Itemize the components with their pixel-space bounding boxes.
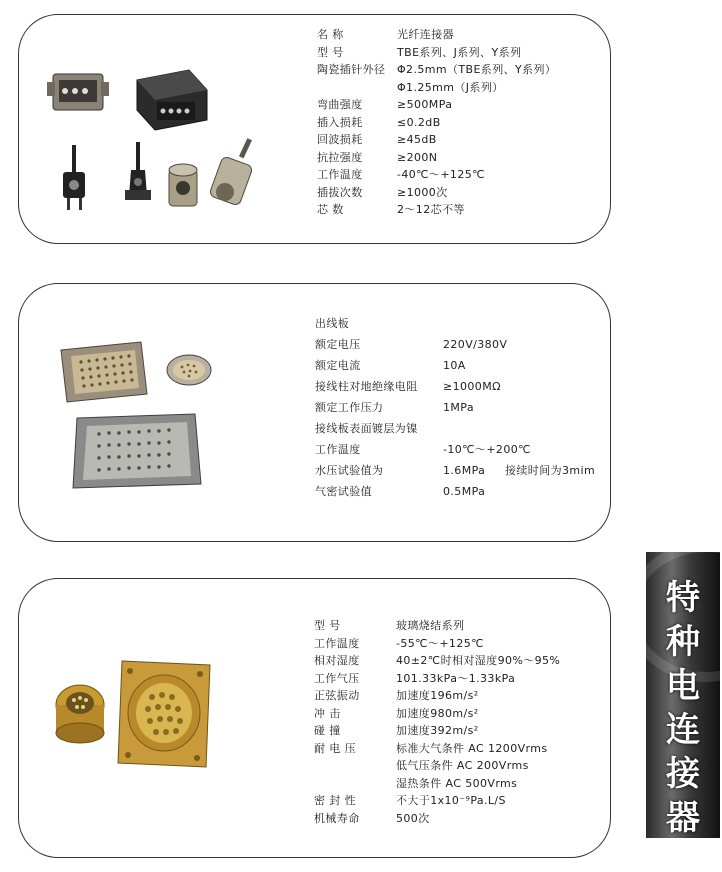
spec-label: 额定电压 [315, 338, 361, 351]
spec-value: -10℃～+200℃ [443, 443, 531, 456]
spec-label: 额定工作压力 [315, 401, 384, 414]
spec-value: ≥500MPa [397, 98, 453, 111]
product-card-fiber-connector [18, 14, 611, 244]
spec-value: Φ2.5mm（TBE系列、Y系列） [397, 63, 557, 76]
large-outlet-board-image [73, 414, 201, 488]
spec-value: 湿热条件 AC 500Vrms [396, 776, 518, 790]
spec-value: TBE系列、J系列、Y系列 [397, 45, 522, 59]
banner-char: 电 [666, 666, 700, 706]
fiber-connector-photos [39, 60, 269, 230]
spec-label: 工作温度 [317, 168, 363, 181]
spec-value: 0.5MPa [443, 485, 486, 498]
banner-char: 种 [666, 622, 700, 662]
round-outlet-disc-image [167, 355, 211, 385]
spec-value: 1.6MPa [443, 464, 486, 477]
spec-value: 加速度196m/s² [396, 689, 479, 702]
spec-label: 抗拉强度 [317, 150, 363, 164]
spec-label: 工作气压 [314, 671, 360, 685]
spec-value: ≥1000次 [397, 185, 448, 199]
spec-value: 2～12芯不等 [397, 203, 465, 216]
metal-round-connector-image [169, 164, 197, 206]
spec-label: 密 封 性 [314, 794, 356, 807]
gold-round-plug-image [56, 685, 104, 743]
spec-value: 40±2℃时相对湿度90%～95% [396, 654, 561, 667]
spec-value: Φ1.25mm（J系列） [397, 80, 504, 94]
banner-char: 特 [666, 578, 700, 618]
spec-value: -55℃～+125℃ [396, 636, 484, 650]
spec-label: 接线柱对地绝缘电阻 [315, 380, 418, 393]
rect-connector-image [47, 74, 109, 110]
banner-char: 器 [666, 798, 700, 838]
black-multipin-connector-image [137, 70, 207, 130]
spec-value: 加速度980m/s² [396, 706, 479, 720]
spec-label: 型 号 [314, 619, 341, 632]
spec-value: 光纤连接器 [397, 28, 454, 41]
spec-value: ≥45dB [397, 133, 437, 146]
product-card-outlet-board [18, 283, 611, 542]
spec-value: -40℃～+125℃ [397, 168, 485, 181]
spec-label: 冲 击 [314, 706, 341, 720]
spec-value: 加速度392m/s² [396, 724, 479, 737]
metal-round-connector-image [209, 138, 253, 206]
gold-square-flange-receptacle-image [118, 661, 210, 767]
spec-label: 出线板 [315, 317, 350, 330]
spec-label: 芯 数 [317, 203, 344, 216]
spec-label: 陶瓷插针外径 [317, 63, 386, 76]
spec-value: 500次 [396, 811, 430, 825]
spec-label: 弯曲强度 [317, 98, 363, 111]
spec-value: 不大于1x10⁻⁹Pa.L/S [396, 794, 506, 807]
spec-extra: 接续时间为3mim [505, 464, 596, 477]
spec-label: 正弦振动 [314, 689, 360, 702]
spec-label: 工作温度 [314, 636, 360, 650]
spec-label: 额定电流 [315, 359, 361, 372]
spec-label: 插入损耗 [317, 115, 363, 129]
special-connector-banner [646, 552, 720, 838]
spec-value: 101.33kPa～1.33kPa [396, 671, 516, 685]
spec-value: ≥200N [397, 150, 438, 164]
spec-value: ≤0.2dB [397, 115, 441, 129]
spec-label: 型 号 [317, 45, 344, 59]
spec-label: 插拔次数 [317, 185, 363, 199]
spec-value: 低气压条件 AC 200Vrms [396, 759, 529, 772]
spec-label: 气密试验值 [315, 485, 372, 498]
outlet-board-photos [49, 332, 229, 492]
product-card-glass-sintered [18, 578, 611, 858]
spec-label: 机械寿命 [314, 811, 360, 825]
banner-char: 连 [666, 710, 700, 750]
glass-sintered-connector-photos [44, 657, 224, 777]
spec-label: 相对湿度 [314, 654, 360, 667]
spec-label: 水压试验值为 [315, 464, 384, 477]
spec-value: 玻璃烧结系列 [396, 619, 465, 632]
square-outlet-board-image [61, 342, 147, 402]
spec-label: 接线板表面镀层为镍 [315, 422, 418, 435]
spec-label: 名 称 [317, 28, 344, 41]
spec-label: 回波损耗 [317, 133, 363, 146]
black-cable-connector-image [63, 145, 85, 210]
spec-value: 220V/380V [443, 338, 508, 351]
spec-label: 工作温度 [315, 443, 361, 456]
spec-value: ≥1000MΩ [443, 380, 501, 393]
black-cable-connector-image [125, 142, 151, 200]
spec-value: 标准大气条件 AC 1200Vrms [396, 741, 548, 755]
spec-value: 1MPa [443, 401, 474, 414]
spec-label: 耐 电 压 [314, 741, 356, 755]
spec-value: 10A [443, 359, 466, 372]
spec-label: 碰 撞 [314, 724, 341, 737]
banner-char: 接 [666, 754, 700, 794]
